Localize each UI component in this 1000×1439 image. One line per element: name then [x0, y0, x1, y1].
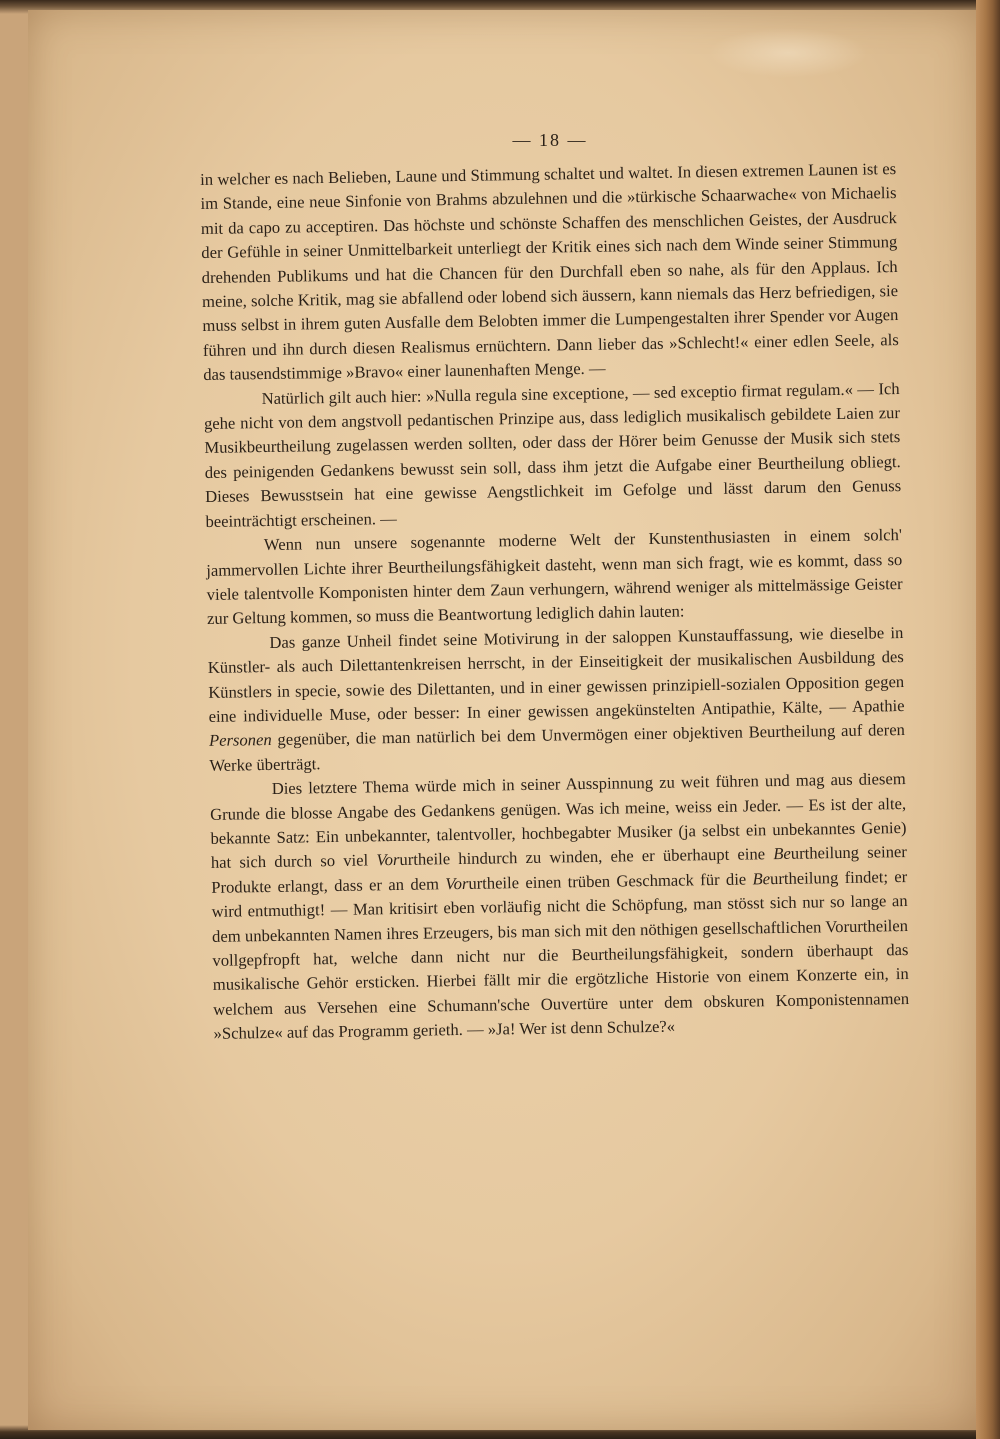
paper-stain: [708, 28, 868, 78]
emphasis-vor-2: Vor: [445, 873, 469, 894]
emphasis-vor-1: Vor: [376, 850, 400, 870]
paragraph-5-mid-1: urtheile hindurch zu winden, ehe er überhaupt eine: [399, 844, 774, 870]
paragraph-5-mid-2: urtheilung seiner Produkte erlangt, dass er an dem: [211, 842, 907, 897]
paragraph-4-text: Das ganze Unheil findet seine Motivirung in der saloppen Kunstauffassung, wie dieselbe in Künstler- als auch Dilettantenkreisen herrscht, in der Einseitigkeit der musikalischen Ausbildung des Künstlers in specie, sowie des Dilettanten, und in einer gewissen prinzipiell-sozialen Opposition gegen eine individuelle Muse, oder besser: In einer gewissen angekünstelten Antipathie, Kälte, — Apathie: [207, 622, 905, 726]
book-edge: [976, 0, 1000, 1439]
emphasis-be-2: Be: [752, 868, 771, 889]
paragraph-5: [210, 767, 910, 1046]
emphasis-personen: Personen: [208, 730, 272, 751]
paragraph-4-tail: gegenüber, die man natürlich bei dem Unvermögen einer objektiven Beurtheilung auf deren Werke überträgt.: [209, 720, 906, 775]
paragraph-2: Natürlich gilt auch hier: »Nulla regula sine exceptione, — sed exceptio firmat regulam.« — Ich gehe nicht von dem angstvoll pedantischen Prinzipe aus, dass lediglich musikalisch gebildete Laien zur Musikbeurtheilung zugelassen werden sollten, oder dass der Hörer beim Genusse der Musik sich stets des peinigenden Gedankens bewusst sein soll, dass ihm jetzt die Aufgabe einer Beurtheilung obliegt. Dieses Bewusstsein hat eine gewisse Aengstlichkeit im Gefolge und lässt darum den Genuss beeinträchtigt erscheinen. —: [203, 378, 902, 531]
body-text: [200, 157, 910, 1046]
paragraph-3: Wenn nun unsere sogenannte moderne Welt der Kunstenthusiasten in einem solch' jammervollen Lichte ihrer Beurtheilungsfähigkeit dasteht, wenn man sich fragt, wie es kommt, dass so viele talentvolle Komponisten hinter dem Zaun verhungern, während weniger als mittelmässige Geister zur Geltung kommen, so muss die Beantwortung lediglich dahin lauten:: [206, 525, 903, 629]
paragraph-5-mid-3: urtheile einen trüben Geschmack für die: [468, 869, 753, 893]
paragraph-1: in welcher es nach Belieben, Laune und Stimmung schaltet und waltet. In diesen extremen Launen ist es im Stande, eine neue Sinfonie von Brahms abzulehnen und die »türkische Schaarwache« von Michaelis mit da capo zu acceptiren. Das höchste und schönste Schaffen des menschlichen Geistes, der Ausdruck der Gefühle in seiner Unmittelbarkeit unterliegt der Kritik eines sich nach dem Winde seiner Stimmung drehenden Publikums und hat die Chancen für den Durchfall eben so nahe, als für den Applaus. Ich meine, solche Kritik, mag sie abfallend oder lobend sich äussern, kann niemals das Herz befriedigen, sie muss selbst in ihrem guten Ausfalle dem Belobten immer die Lumpengestalten ihrer Spender vor Augen führen und ihn durch diesen Realismus ernüchtern. Dann lieber das »Schlecht!« einer edlen Seele, als das tausendstimmige »Bravo« einer launenhaften Menge. —: [200, 159, 899, 385]
paragraph-5-tail: urtheilung findet; er wird entmuthigt! — Man kritisirt eben vorläufig nicht die Schöpfung, man stösst sich nur so lange an dem unbekannten Namen ihres Erzeugers, bis man sich mit den nöthigen gesellschaftlichen Vorurtheilen vollgepfropft hat, welche dann nicht nur die Beurtheilungsfähigkeit, sondern überhaupt das musikalische Gehör ersticken. Hierbei fällt mir die ergötzliche Historie von einem Konzerte ein, in welchem aus Versehen eine Schumann'sche Ouvertüre unter dem obskuren Komponistennamen »Schulze« auf das Programm gerieth. — »Ja! Wer ist denn Schulze?«: [211, 866, 910, 1044]
emphasis-be-1: Be: [773, 844, 791, 864]
paragraph-4: [207, 621, 905, 778]
page-number: — 18 —: [512, 130, 588, 150]
paragraph-5-text: Dies letztere Thema würde mich in seiner Ausspinnung zu weit führen und mag aus diesem Grunde die blosse Angabe des Gedankens genügen. Was ich meine, weiss ein Jeder. — Es ist der alte, bekannte Satz: Ein unbekannter, talentvoller, hochbegabter Musiker (ja selbst ein unbekanntes Genie) hat sich durch so viel: [209, 769, 907, 873]
